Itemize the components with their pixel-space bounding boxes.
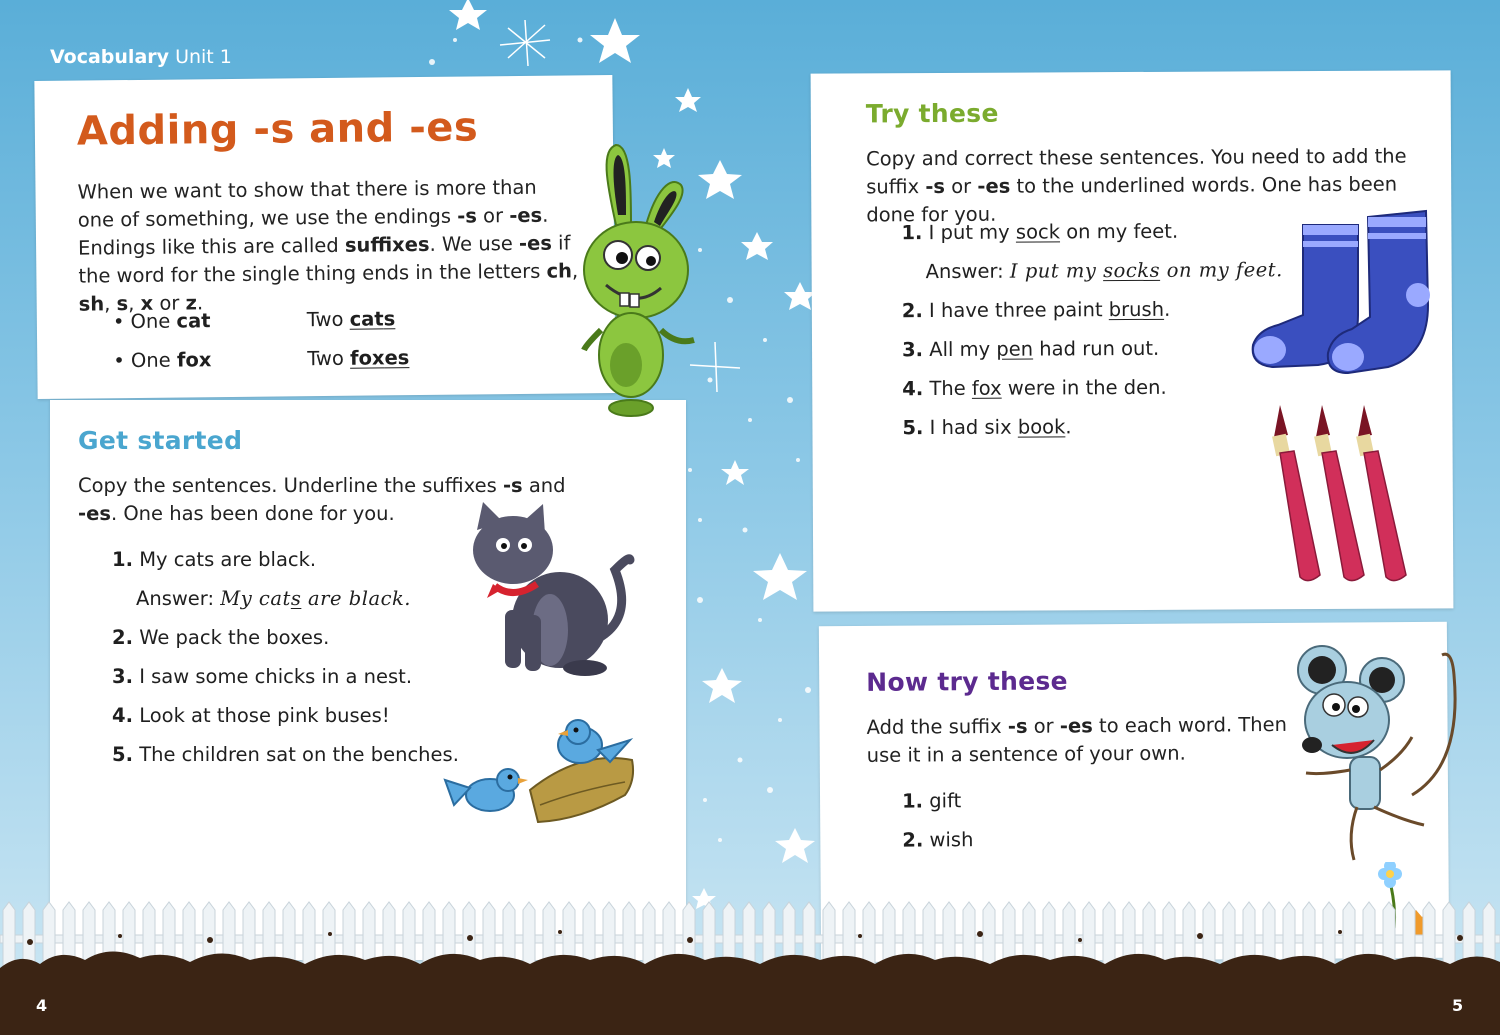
list-item: 3. I saw some chicks in a nest. <box>112 665 413 688</box>
soil-ground <box>0 930 1500 1035</box>
list-item: 2. I have three paint brush. <box>901 297 1171 323</box>
list-item: 2. We pack the boxes. <box>112 626 330 649</box>
birds-nest-illustration <box>440 710 640 835</box>
try-these-heading: Try these <box>865 98 999 129</box>
page-number-right: 5 <box>1452 996 1464 1015</box>
star-icon <box>775 828 815 863</box>
intro-paragraph: When we want to show that there is more than one of something, we use the endings -s or -es. Endings like this are called suffixes. We use -es if the word for the single thing ends in the letters ch, sh, s, x or z. <box>77 175 579 316</box>
star-icon <box>721 460 749 485</box>
example-fox-two: Two foxes <box>307 346 410 371</box>
rabbit-illustration <box>576 140 706 420</box>
mouse-illustration <box>1292 645 1472 870</box>
star-icon <box>590 18 640 63</box>
list-item: 3. All my pen had run out. <box>901 336 1160 362</box>
example-fox-one: • One fox <box>113 348 212 373</box>
now-try-heading: Now try these <box>866 666 1068 697</box>
try-these-instructions: Copy and correct these sentences. You need to add the suffix -s or -es to the underlined words. One has been done for you. <box>865 144 1407 227</box>
example-cat-one: • One cat <box>112 309 211 334</box>
answer-line: Answer: My cats are black. <box>136 587 412 610</box>
get-started-instructions: Copy the sentences. Underline the suffixes -s and -es. One has been done for you. <box>78 474 566 525</box>
now-try-instructions: Add the suffix -s or -es to each word. Then use it in a sentence of your own. <box>866 712 1288 767</box>
list-item: 2. wish <box>902 828 974 852</box>
answer-line: Answer: I put my socks on my feet. <box>925 258 1283 284</box>
paintbrushes-illustration <box>1260 405 1430 590</box>
cat-illustration <box>465 500 640 680</box>
example-cat-two: Two cats <box>306 307 396 332</box>
try-these-list <box>901 211 1283 447</box>
unit-header <box>50 46 232 68</box>
star-icon <box>753 553 807 600</box>
star-icon <box>675 88 701 112</box>
list-item: 1. My cats are black. <box>112 548 317 571</box>
list-item: 4. Look at those pink buses! <box>112 704 390 727</box>
list-item: 1. I put my sock on my feet. <box>901 219 1179 245</box>
get-started-list <box>112 540 459 774</box>
now-try-list <box>902 781 974 859</box>
list-item: 4. The fox were in the den. <box>902 375 1167 401</box>
intro-panel <box>34 75 615 399</box>
star-icon <box>449 0 487 30</box>
star-icon <box>702 668 742 703</box>
star-icon <box>741 232 773 260</box>
get-started-panel <box>50 400 686 960</box>
page-number-left: 4 <box>36 996 48 1015</box>
list-item: 1. gift <box>901 789 962 813</box>
get-started-heading: Get started <box>78 426 243 455</box>
page-title: Adding -s and -es <box>76 104 479 155</box>
unit-header-rest: Unit 1 <box>169 46 232 68</box>
unit-header-bold: Vocabulary <box>50 46 170 68</box>
list-item: 5. I had six book. <box>902 415 1072 440</box>
list-item: 5. The children sat on the benches. <box>112 743 459 766</box>
socks-illustration <box>1248 205 1438 395</box>
